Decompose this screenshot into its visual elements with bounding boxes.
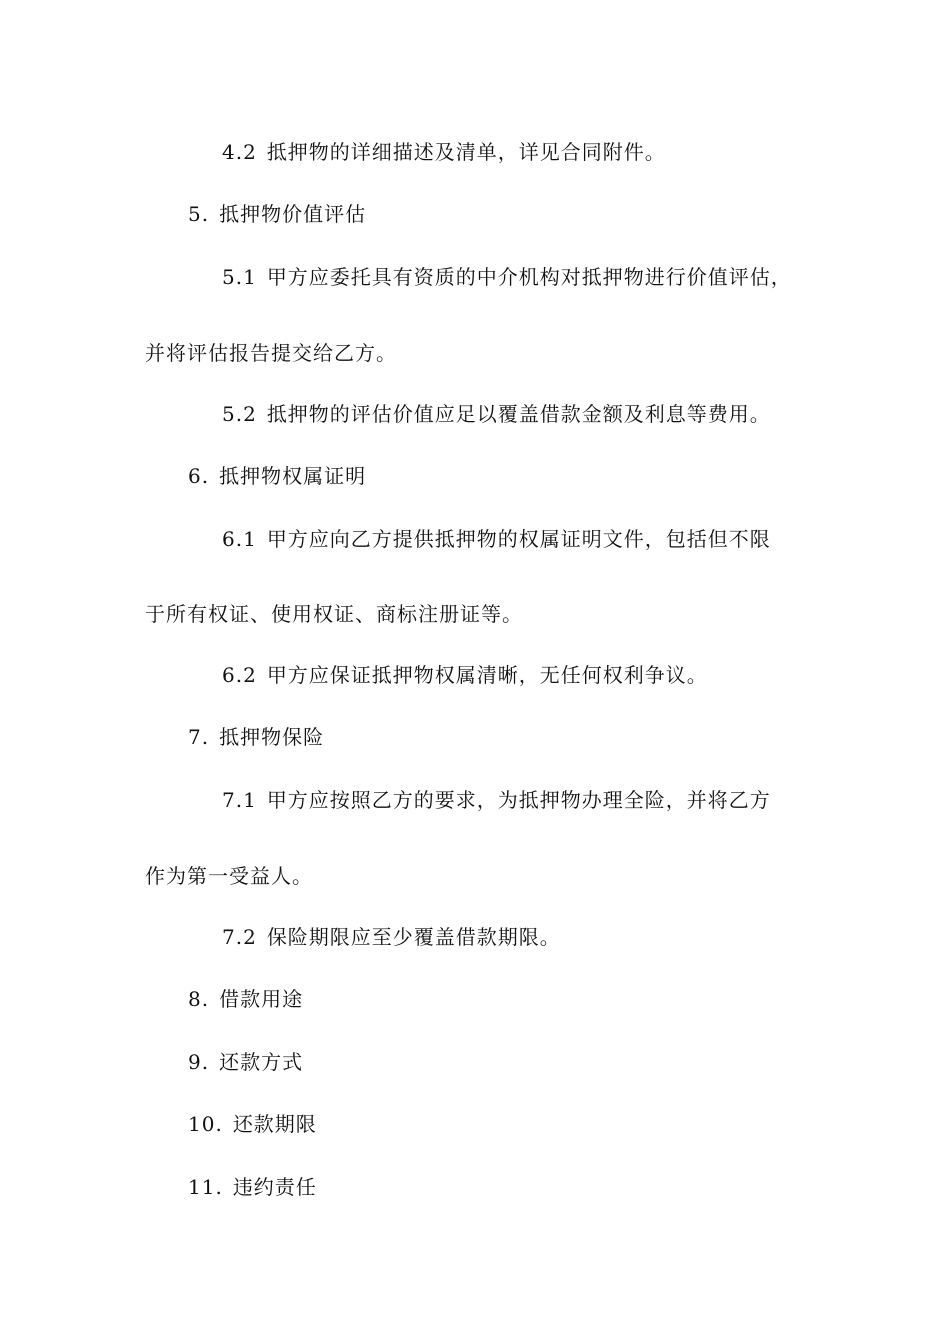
section-number: 5. (188, 202, 210, 226)
section-title: 抵押物保险 (219, 725, 325, 749)
clause-text: 甲方应委托具有资质的中介机构对抵押物进行价值评估， (266, 265, 792, 289)
section-number: 7. (188, 725, 210, 749)
section-title: 还款期限 (232, 1112, 317, 1136)
section-6-heading (188, 463, 366, 489)
section-title: 违约责任 (232, 1175, 317, 1199)
clause-text: 并将评估报告提交给乙方。 (145, 341, 397, 365)
section-number: 9. (188, 1050, 210, 1074)
section-10-heading (188, 1111, 317, 1137)
section-9-heading (188, 1049, 303, 1075)
clause-7-1 (222, 787, 771, 813)
clause-text: 甲方应按照乙方的要求，为抵押物办理全险，并将乙方 (266, 788, 771, 812)
clause-4-2 (222, 139, 666, 165)
clause-number: 4.2 (222, 140, 257, 164)
clause-7-2 (222, 924, 561, 950)
clause-number: 7.2 (222, 925, 257, 949)
section-5-heading (188, 201, 366, 227)
clause-5-1-continued (145, 340, 397, 366)
clause-5-2 (222, 401, 771, 427)
clause-6-2 (222, 662, 708, 688)
clause-text: 抵押物的评估价值应足以覆盖借款金额及利息等费用。 (266, 402, 771, 426)
clause-number: 6.1 (222, 527, 257, 551)
section-title: 借款用途 (219, 987, 304, 1011)
clause-text: 甲方应向乙方提供抵押物的权属证明文件，包括但不限 (266, 527, 771, 551)
section-title: 还款方式 (219, 1050, 304, 1074)
clause-text: 甲方应保证抵押物权属清晰，无任何权利争议。 (266, 663, 708, 687)
clause-text: 保险期限应至少覆盖借款期限。 (266, 925, 561, 949)
section-number: 8. (188, 987, 210, 1011)
clause-7-1-continued (145, 863, 313, 889)
section-title: 抵押物价值评估 (219, 202, 367, 226)
section-8-heading (188, 986, 303, 1012)
clause-number: 5.1 (222, 265, 257, 289)
clause-text: 于所有权证、使用权证、商标注册证等。 (145, 602, 523, 626)
clause-text: 作为第一受益人。 (145, 864, 313, 888)
clause-6-1-continued (145, 601, 523, 627)
section-number: 10. (188, 1112, 223, 1136)
clause-number: 7.1 (222, 788, 257, 812)
clause-number: 5.2 (222, 402, 257, 426)
clause-5-1 (222, 264, 792, 290)
section-7-heading (188, 724, 324, 750)
section-title: 抵押物权属证明 (219, 464, 367, 488)
clause-text: 抵押物的详细描述及清单，详见合同附件。 (266, 140, 666, 164)
clause-6-1 (222, 526, 771, 552)
clause-number: 6.2 (222, 663, 257, 687)
section-number: 6. (188, 464, 210, 488)
section-number: 11. (188, 1175, 223, 1199)
section-11-heading (188, 1174, 317, 1200)
